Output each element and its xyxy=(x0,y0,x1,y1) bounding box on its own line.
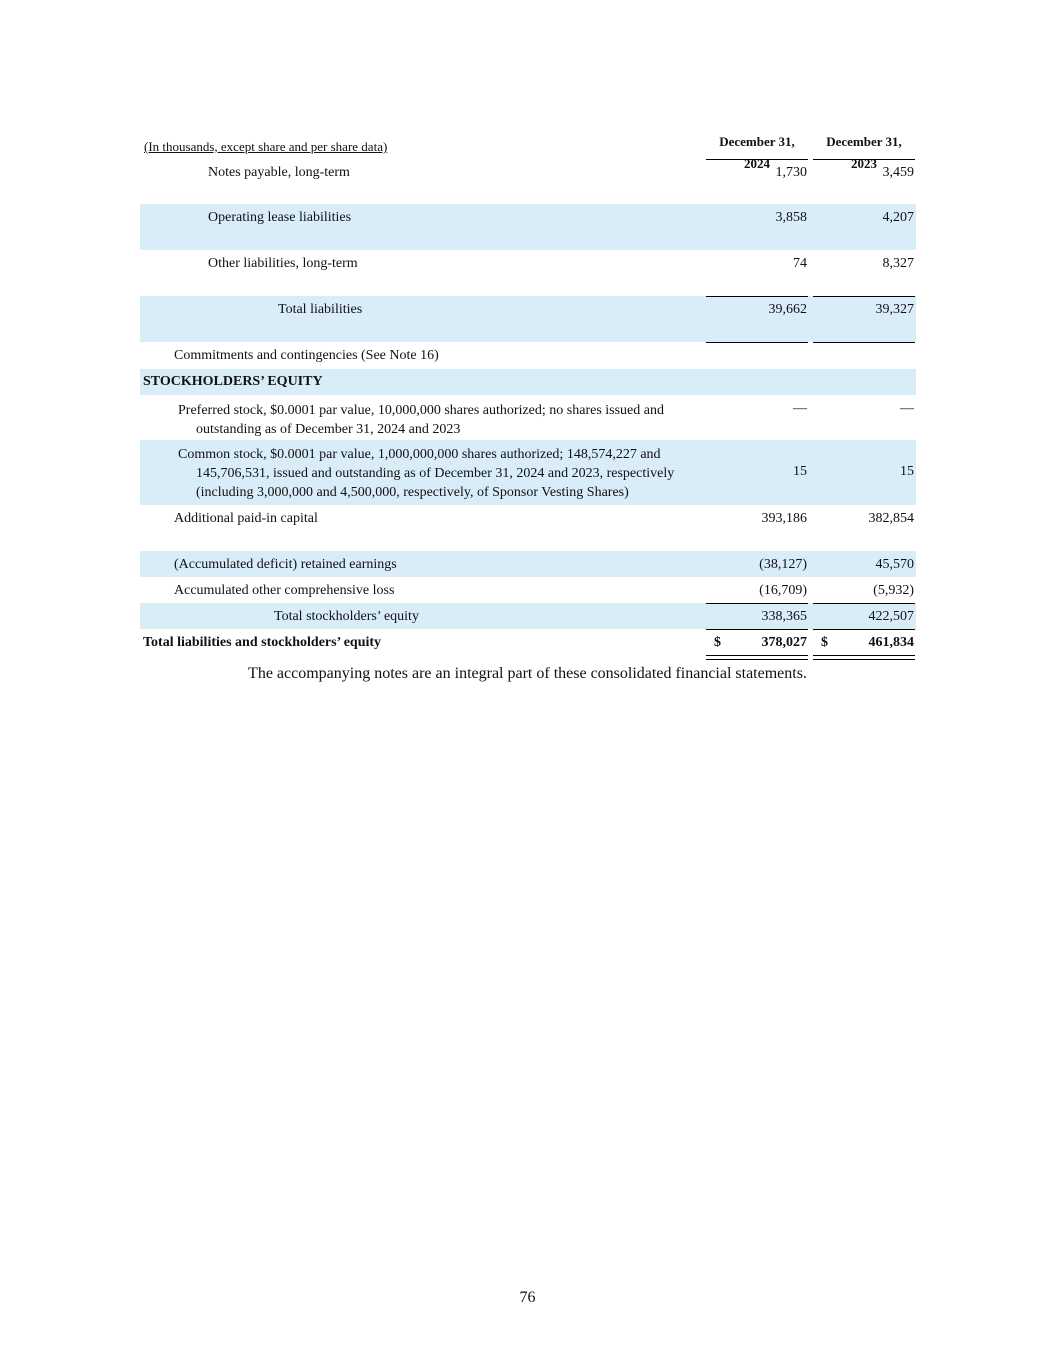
row-label-line: Common stock, $0.0001 par value, 1,000,000,000 shares authorized; 148,574,227 and xyxy=(178,447,661,462)
value-2023: 15 xyxy=(900,464,914,479)
section-header-row xyxy=(140,369,916,395)
value-2024: (38,127) xyxy=(759,557,807,572)
value-2023: 461,834 xyxy=(868,635,914,650)
value-2023: 3,459 xyxy=(882,165,914,180)
row-label: Total liabilities and stockholders’ equity xyxy=(143,635,382,650)
value-2024: 39,662 xyxy=(768,302,807,317)
table-row xyxy=(140,204,916,250)
underline-2023 xyxy=(813,629,915,630)
balance-sheet-table xyxy=(140,128,916,659)
table-row-total-liabilities xyxy=(140,296,916,342)
underline-2023 xyxy=(813,342,915,343)
row-label: Additional paid-in capital xyxy=(174,511,318,526)
underline-2024 xyxy=(706,603,808,604)
value-2023: 45,570 xyxy=(875,557,914,572)
table-row xyxy=(140,395,916,440)
row-label: Operating lease liabilities xyxy=(208,210,352,225)
value-2024: 393,186 xyxy=(761,511,807,526)
value-2024: 338,365 xyxy=(761,609,807,624)
value-2024: 3,858 xyxy=(775,210,807,225)
table-row xyxy=(140,342,916,369)
value-2023: 422,507 xyxy=(868,609,914,624)
row-label: (Accumulated deficit) retained earnings xyxy=(174,557,397,572)
value-2024: 378,027 xyxy=(761,635,807,650)
value-2024: (16,709) xyxy=(759,583,807,598)
table-row xyxy=(140,505,916,551)
column-header-2024: December 31, 2024 xyxy=(706,131,808,160)
row-label-line: Preferred stock, $0.0001 par value, 10,000,000 shares authorized; no shares issued and xyxy=(178,403,664,418)
value-2023: 39,327 xyxy=(875,302,914,317)
value-2023: 382,854 xyxy=(868,511,914,526)
row-label: Total stockholders’ equity xyxy=(274,609,419,624)
table-header xyxy=(140,128,916,171)
underline-2024 xyxy=(706,296,808,297)
value-2023: (5,932) xyxy=(873,583,914,598)
value-2024: — xyxy=(793,401,807,416)
row-label xyxy=(178,445,708,502)
table-row xyxy=(140,160,916,204)
row-label: Commitments and contingencies (See Note 16) xyxy=(174,348,439,363)
table-row xyxy=(140,577,916,603)
row-label-line: (including 3,000,000 and 4,500,000, respectively, of Sponsor Vesting Shares) xyxy=(196,485,629,500)
double-underline-2023 xyxy=(813,655,915,660)
underline-2023 xyxy=(813,603,915,604)
currency-symbol: $ xyxy=(821,635,828,650)
value-2024: 74 xyxy=(793,256,807,271)
underline-2024 xyxy=(706,342,808,343)
page-number: 76 xyxy=(519,1289,536,1306)
double-underline-2024 xyxy=(706,655,808,660)
column-header-2023: December 31, 2023 xyxy=(813,131,915,160)
row-label-line: 145,706,531, issued and outstanding as of December 31, 2024 and 2023, respectively xyxy=(196,466,675,481)
table-row-grand-total xyxy=(140,629,916,659)
table-row xyxy=(140,440,916,505)
row-label: Other liabilities, long-term xyxy=(208,256,358,271)
row-label: Total liabilities xyxy=(278,302,363,317)
units-caption: (In thousands, except share and per share data) xyxy=(144,139,388,154)
row-label-line: outstanding as of December 31, 2024 and 2023 xyxy=(196,422,461,437)
value-2024: 1,730 xyxy=(775,165,807,180)
value-2023: 4,207 xyxy=(882,210,914,225)
underline-2024 xyxy=(706,629,808,630)
table-row xyxy=(140,250,916,296)
value-2024: 15 xyxy=(793,464,807,479)
row-label: Notes payable, long-term xyxy=(208,165,350,180)
value-2023: 8,327 xyxy=(882,256,914,271)
table-row xyxy=(140,551,916,577)
currency-symbol: $ xyxy=(714,635,721,650)
value-2023: — xyxy=(900,401,914,416)
section-title: STOCKHOLDERS’ EQUITY xyxy=(143,374,323,389)
row-label xyxy=(178,401,708,439)
table-row-total-equity xyxy=(140,603,916,629)
footnote: The accompanying notes are an integral part of these consolidated financial statements. xyxy=(248,665,807,682)
underline-2023 xyxy=(813,296,915,297)
row-label: Accumulated other comprehensive loss xyxy=(174,583,395,598)
